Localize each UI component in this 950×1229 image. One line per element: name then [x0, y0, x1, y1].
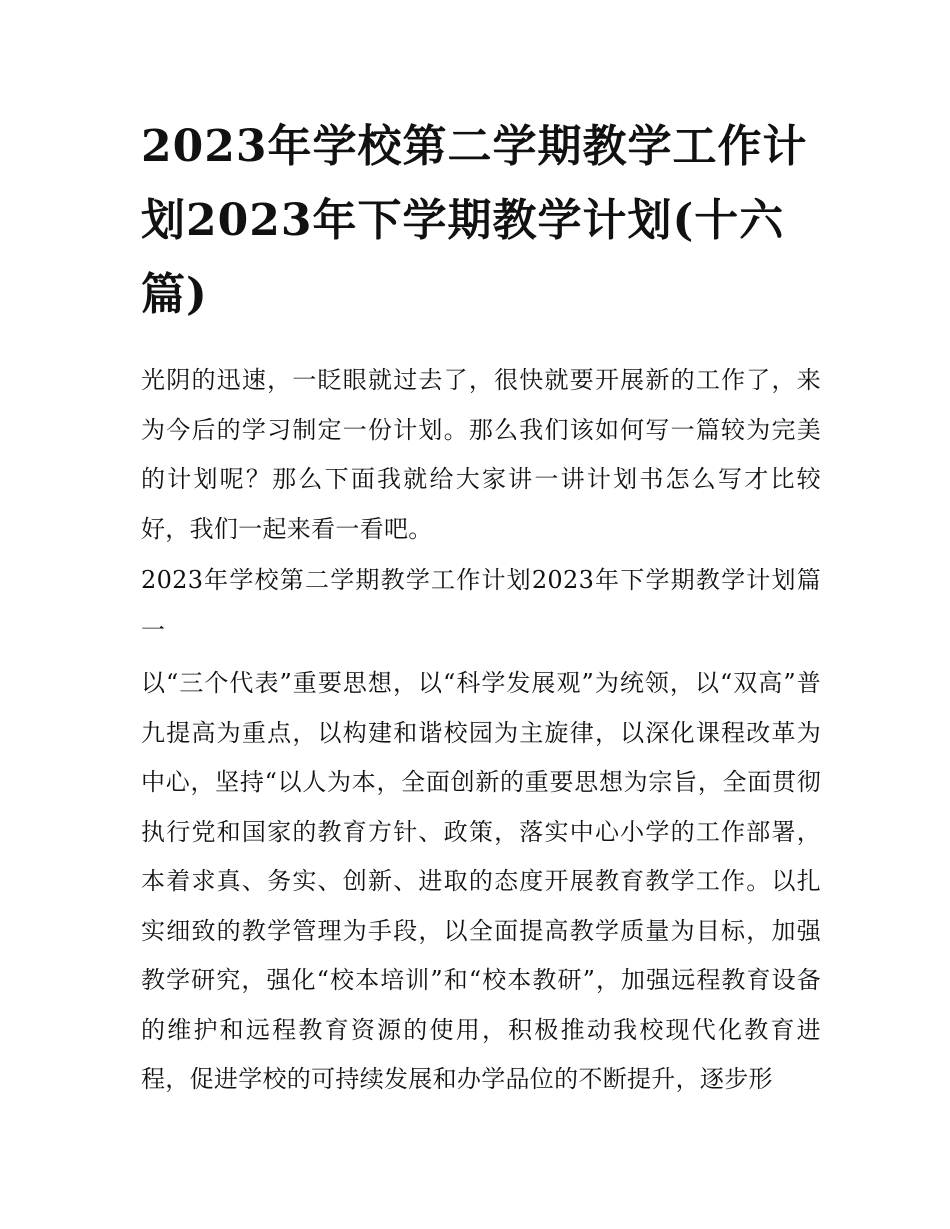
document-title: 2023年学校第二学期教学工作计划2023年下学期教学计划(十六篇) [141, 121, 808, 320]
body-paragraph: 以“三个代表”重要思想，以“科学发展观”为统领，以“双高”普九提高为重点，以构建和谐校园为主旋律，以深化课程改革为中心，坚持“以人为本，全面创新的重要思想为宗旨，全面贯彻执行党和国家的教育方针、政策，落实中心小学的工作部署，本着求真、务实、创新、进取的态度开展教育教学工作。以扎实细致的教学管理为手段，以全面提高教学质量为目标，加强教学研究，强化“校本培训”和“校本教研”，加强远程教育设备的维护和远程教育资源的使用，积极推动我校现代化教育进程，促进学校的可持续发展和办学品位的不断提升，逐步形 [141, 669, 821, 1093]
section-heading: 2023年学校第二学期教学工作计划2023年下学期教学计划篇一 [141, 566, 821, 644]
intro-paragraph: 光阴的迅速，一眨眼就过去了，很快就要开展新的工作了，来为今后的学习制定一份计划。那么我们该如何写一篇较为完美的计划呢？那么下面我就给大家讲一讲计划书怎么写才比较好，我们一起来看一看吧。 [141, 366, 821, 543]
